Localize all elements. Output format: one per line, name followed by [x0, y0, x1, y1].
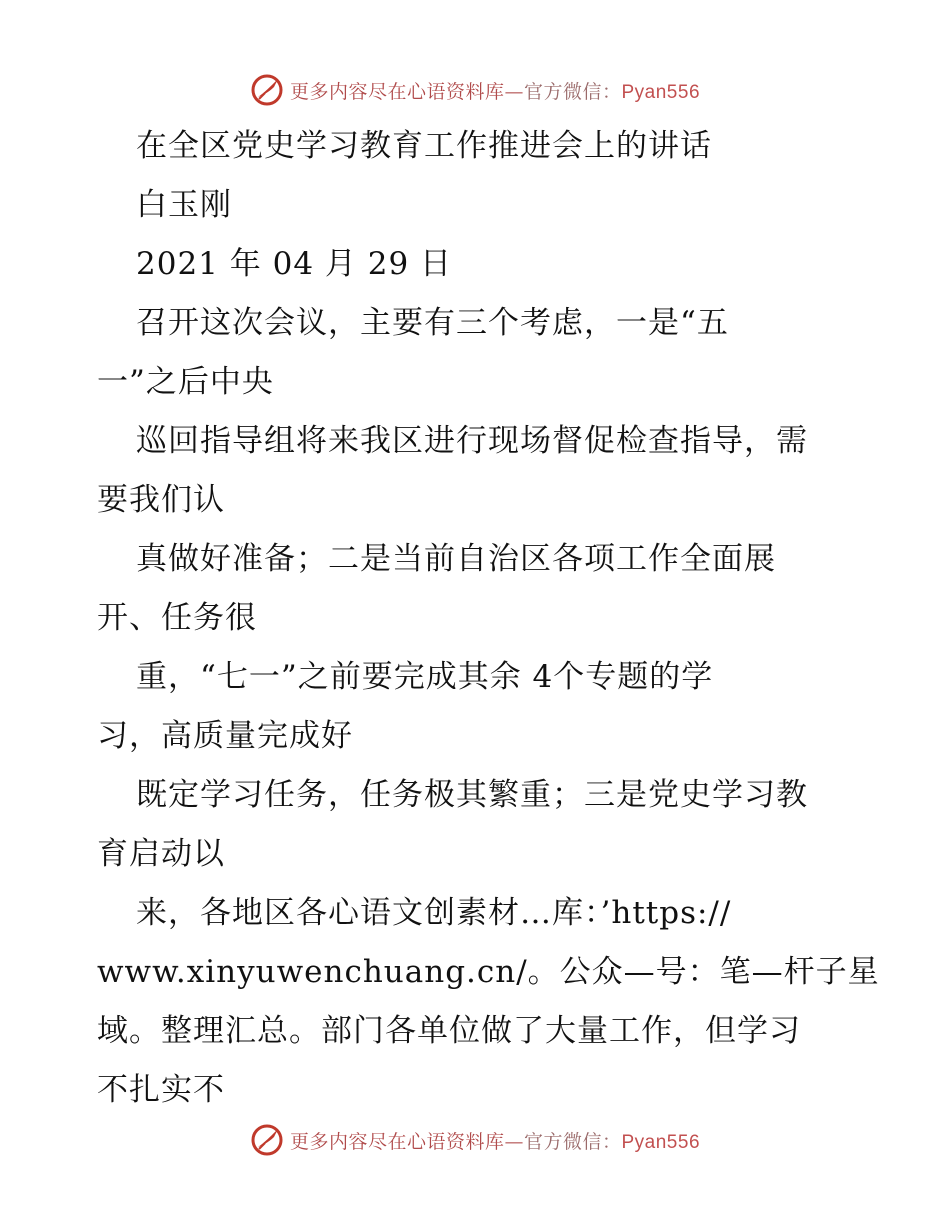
body-line: 来，各地区各心语文创素材…库：’https:// [136, 895, 732, 931]
body-line: 既定学习任务，任务极其繁重；三是党史学习教 [136, 777, 808, 813]
quill-logo-icon [250, 1123, 284, 1157]
body-line: 真做好准备；二是当前自治区各项工作全面展 [136, 541, 776, 577]
body-line: 习，高质量完成好 [97, 718, 353, 754]
body-line: www.xinyuwenchuang.cn/。公众—号：笔—杆子星 [97, 954, 880, 990]
body-line: 巡回指导组将来我区进行现场督促检查指导，需 [136, 423, 808, 459]
quill-logo-icon [250, 73, 284, 107]
body-line: 召开这次会议，主要有三个考虑，一是“五 [136, 305, 729, 341]
watermark-text: 更多内容尽在心语资料库—官方微信：Pyan556 [289, 1130, 701, 1153]
document-date: 2021 年 04 月 29 日 [136, 246, 453, 282]
body-line: 不扎实不 [97, 1072, 225, 1108]
body-line: 一”之后中央 [97, 364, 274, 400]
body-line: 育启动以 [97, 836, 225, 872]
footer-watermark-banner [0, 1120, 950, 1160]
body-line: 要我们认 [97, 482, 225, 518]
document-title: 在全区党史学习教育工作推进会上的讲话 [136, 128, 712, 164]
body-line: 重，“七一”之前要完成其余 4个专题的学 [136, 659, 714, 695]
body-line: 开、任务很 [97, 600, 257, 636]
watermark-text: 更多内容尽在心语资料库—官方微信：Pyan556 [289, 80, 701, 103]
document-author: 白玉刚 [136, 187, 232, 223]
body-line: 域。整理汇总。部门各单位做了大量工作，但学习 [97, 1013, 801, 1049]
header-watermark-banner [0, 70, 950, 110]
